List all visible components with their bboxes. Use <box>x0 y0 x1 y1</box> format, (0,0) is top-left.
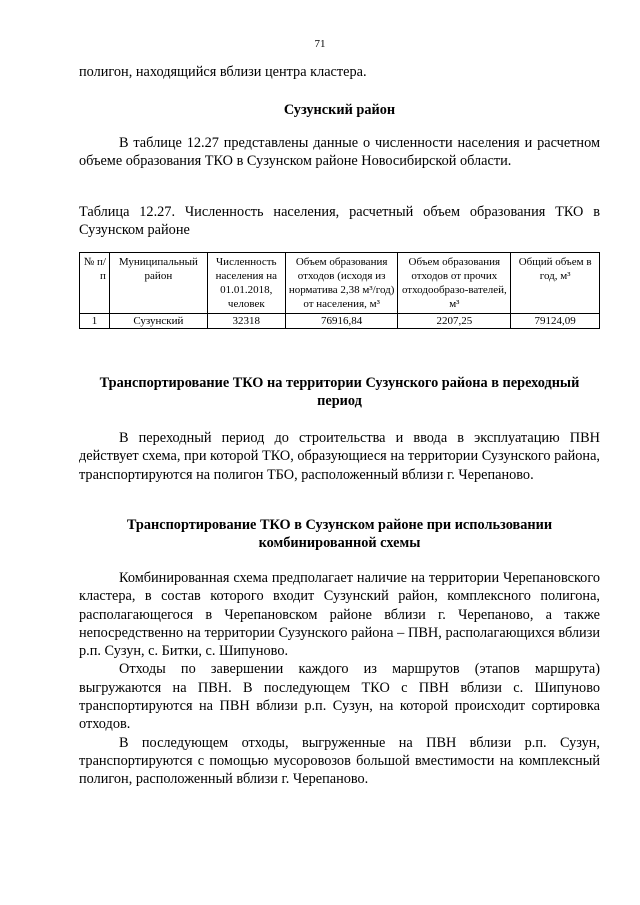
cell-total-volume: 79124,09 <box>511 314 600 329</box>
combined-paragraph-3: В последующем отходы, выгруженные на ПВН вблизи р.п. Сузун, транспортируются с помощью мусоровозов большой вместимости на комплексный полигон, расположенный вблизи г. Черепаново. <box>79 734 600 788</box>
page-number: 71 <box>314 38 326 50</box>
intro-line: полигон, находящийся вблизи центра кластера. <box>79 64 367 80</box>
header-total-volume: Общий объем в год, м³ <box>511 253 600 314</box>
transition-paragraph: В переходный период до строительства и ввода в эксплуатацию ПВН действует схема, при которой ТКО, образующиеся на территории Сузунского района, транспортируются на полигон ТБО, расположенный вблизи г. Черепаново. <box>79 430 600 483</box>
table-row <box>80 314 600 329</box>
header-number: № п/п <box>80 253 110 314</box>
combined-paragraph-2: Отходы по завершении каждого из маршрутов (этапов маршрута) выгружаются на ПВН. В последующем ТКО с ПВН вблизи с. Шипуново транспортируются на ПВН вблизи р.п. Сузун, на которой происходит сортировка отходов. <box>79 661 600 733</box>
cell-population: 32318 <box>207 314 285 329</box>
cell-number: 1 <box>80 314 110 329</box>
table-intro-paragraph: В таблице 12.27 представлены данные о численности населения и расчетном объеме образования ТКО в Сузунском районе Новосибирской области. <box>79 135 600 170</box>
header-other-waste: Объем образования отходов от прочих отходообразо-вателей, м³ <box>398 253 511 314</box>
table-header-row <box>80 253 600 314</box>
population-waste-table <box>79 252 600 329</box>
heading-transition-period: Транспортирование ТКО на территории Сузунского района в переходный период <box>99 375 580 410</box>
header-population: Численность населения на 01.01.2018, человек <box>207 253 285 314</box>
combined-scheme-section <box>0 569 640 789</box>
cell-other-waste: 2207,25 <box>398 314 511 329</box>
cell-population-waste: 76916,84 <box>285 314 398 329</box>
header-population-waste: Объем образования отходов (исходя из норматива 2,38 м³/год) от населения, м³ <box>285 253 398 314</box>
section-title: Сузунский район <box>283 102 396 118</box>
combined-paragraph-1: Комбинированная схема предполагает наличие на территории Черепановского кластера, в состав которого входит Сузунский район, комплексного полигона, располагающегося в Черепановском районе вблизи г. Черепаново, а также непосредственно на территории Сузунского района – ПВН, располагающихся вблизи р.п. Сузун, с. Битки, с. Шипуново. <box>79 570 600 660</box>
table-caption: Таблица 12.27. Численность населения, расчетный объем образования ТКО в Сузунском районе <box>79 204 600 239</box>
heading-combined-scheme: Транспортирование ТКО в Сузунском районе при использовании комбинированной схемы <box>126 517 553 552</box>
cell-district: Сузунский <box>109 314 207 329</box>
header-district: Муниципальный район <box>109 253 207 314</box>
